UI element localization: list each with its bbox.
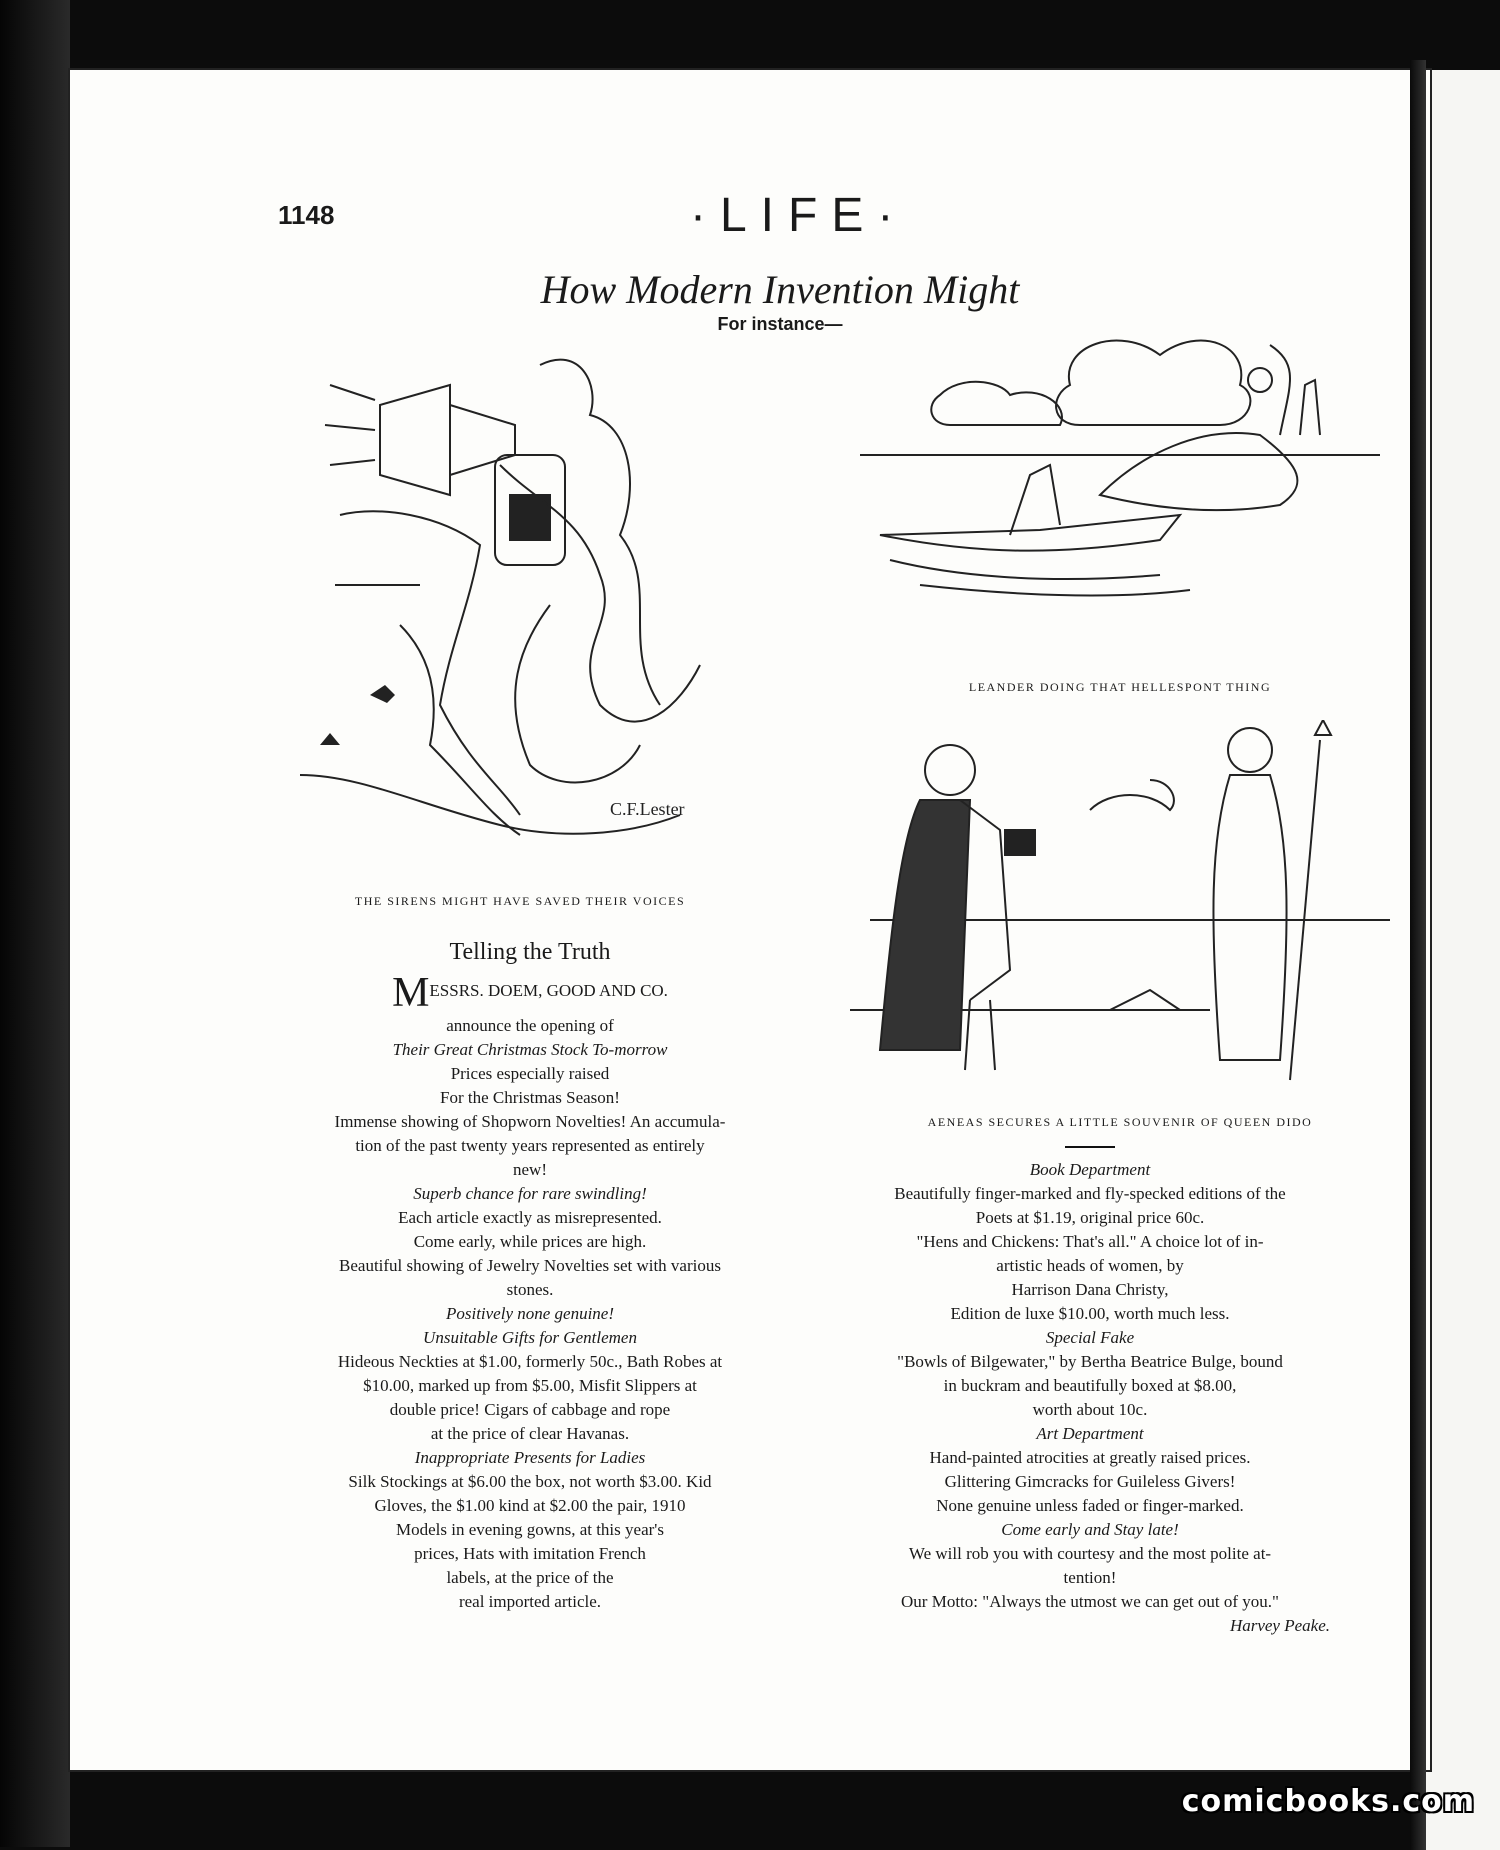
page-number: 1148: [278, 200, 335, 230]
text-line: Beautifully finger-marked and fly-specked editions of the: [894, 1184, 1286, 1203]
leander-illustration: [860, 325, 1380, 615]
text-line: real imported article.: [458, 1592, 602, 1611]
sirens-illustration: [300, 345, 740, 845]
text-line: $10.00, marked up from $5.00, Misfit Slippers at: [363, 1376, 697, 1395]
page-gutter: [1410, 60, 1426, 1850]
text-line: announce the opening of: [446, 1016, 614, 1035]
text-line: labels, at the price of the: [446, 1568, 614, 1587]
section-heading: Their Great Christmas Stock To-morrow: [392, 1040, 668, 1059]
text-line: Poets at $1.19, original price 60c.: [975, 1208, 1205, 1227]
text-line: Gloves, the $1.00 kind at $2.00 the pair, 1910: [374, 1496, 686, 1515]
left-column: [270, 940, 790, 1614]
section-heading: Come early and Stay late!: [1001, 1520, 1179, 1539]
masthead: ·LIFE·: [690, 189, 908, 242]
text-line: prices, Hats with imitation French: [414, 1544, 646, 1563]
section-heading: Art Department: [1036, 1424, 1144, 1443]
text-line: artistic heads of women, by: [996, 1256, 1184, 1275]
watermark: comicbooks.com: [1181, 1784, 1475, 1819]
text-line: Immense showing of Shopworn Novelties! An accumula-: [334, 1112, 726, 1131]
text-line: We will rob you with courtesy and the most polite at-: [908, 1544, 1272, 1563]
page-title: How Modern Invention Might: [540, 267, 1020, 312]
section-heading: Inappropriate Presents for Ladies: [414, 1448, 646, 1467]
text-line: Edition de luxe $10.00, worth much less.: [950, 1304, 1230, 1323]
text-line: double price! Cigars of cabbage and rope: [389, 1400, 671, 1419]
text-line: Hand-painted atrocities at greatly raised prices.: [929, 1448, 1251, 1467]
text-line: "Hens and Chickens: That's all." A choice lot of in-: [916, 1232, 1264, 1251]
lead-line: MESSRS. DOEM, GOOD AND CO.: [392, 970, 668, 1016]
leander-caption: LEANDER DOING THAT HELLESPONT THING: [968, 680, 1272, 694]
text-line: For the Christmas Season!: [440, 1088, 620, 1107]
text-line: tion of the past twenty years represented as entirely: [355, 1136, 705, 1155]
aeneas-illustration: [850, 720, 1390, 1090]
text-line: at the price of clear Havanas.: [430, 1424, 630, 1443]
text-line: Come early, while prices are high.: [413, 1232, 647, 1251]
svg-text:C.F.Lester: C.F.Lester: [610, 799, 685, 819]
section-heading: Positively none genuine!: [445, 1304, 615, 1323]
section-heading: Superb chance for rare swindling!: [413, 1184, 647, 1203]
text-line: new!: [513, 1160, 547, 1179]
text-line: Silk Stockings at $6.00 the box, not worth $3.00. Kid: [348, 1472, 712, 1491]
text-line: Models in evening gowns, at this year's: [396, 1520, 664, 1539]
text-line: Each article exactly as misrepresented.: [398, 1208, 662, 1227]
text-line: Hideous Neckties at $1.00, formerly 50c., Bath Robes at: [337, 1352, 723, 1371]
text-line: in buckram and beautifully boxed at $8.00,: [943, 1376, 1237, 1395]
section-heading: Book Department: [1029, 1160, 1151, 1179]
scan-border-left: [0, 0, 70, 1847]
section-heading: Special Fake: [1045, 1328, 1135, 1347]
text-line: Beautiful showing of Jewelry Novelties set with various: [339, 1256, 721, 1275]
aeneas-caption: AENEAS SECURES A LITTLE SOUVENIR OF QUEEN DIDO: [927, 1115, 1313, 1129]
column-heading: Telling the Truth: [449, 939, 611, 965]
text-line: Harrison Dana Christy,: [1011, 1280, 1169, 1299]
text-line: worth about 10c.: [1032, 1400, 1148, 1419]
text-line: Glittering Gimcracks for Guileless Givers!: [944, 1472, 1236, 1491]
drop-cap: M: [392, 970, 430, 1016]
author-signature: Harvey Peake.: [1229, 1616, 1330, 1635]
text-line: Prices especially raised: [450, 1064, 610, 1083]
next-page-edge: [1420, 70, 1500, 1850]
page-subtitle: For instance—: [717, 314, 843, 334]
section-heading: Unsuitable Gifts for Gentlemen: [423, 1328, 637, 1347]
text-line: Our Motto: "Always the utmost we can get out of you.": [901, 1592, 1279, 1611]
text-line: None genuine unless faded or finger-marked.: [936, 1496, 1244, 1515]
text-line: "Bowls of Bilgewater," by Bertha Beatrice Bulge, bound: [897, 1352, 1283, 1371]
sirens-caption: THE SIRENS MIGHT HAVE SAVED THEIR VOICES: [354, 894, 686, 908]
text-line: stones.: [506, 1280, 554, 1299]
text-line: tention!: [1063, 1568, 1117, 1587]
right-column: [830, 1140, 1350, 1638]
divider-rule: [1065, 1146, 1115, 1148]
